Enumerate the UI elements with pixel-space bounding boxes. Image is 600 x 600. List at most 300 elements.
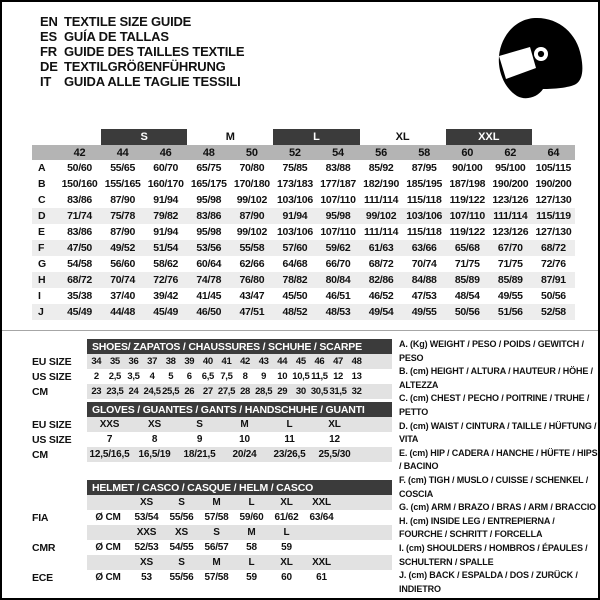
filler-cell (339, 510, 392, 525)
gloves-cell: 9 (196, 434, 203, 445)
shoes-cell: 34 (87, 354, 106, 369)
shoes-cell: 27,5 (217, 386, 235, 397)
measurement-cell: 82/86 (360, 272, 403, 288)
measurement-cell: 78/82 (273, 272, 316, 288)
shoes-cell: 41 (217, 354, 236, 369)
measurement-cell: 91/94 (153, 194, 179, 206)
gloves-cell: XXS (87, 417, 132, 432)
helmet-size-label: S (199, 525, 234, 540)
shoes-cell: 30 (292, 384, 311, 399)
shoes-cell: 24,5 (143, 386, 161, 397)
row-label: I (38, 290, 41, 302)
shoes-cell: 42 (236, 354, 255, 369)
helmet-cell: 63/64 (309, 512, 334, 523)
measurement-row-f (32, 240, 575, 256)
guide-title: GUIDE DES TAILLES TEXTILE (64, 44, 245, 59)
section-divider (2, 330, 600, 331)
guide-title: TEXTILE SIZE GUIDE (64, 14, 192, 29)
helmet-cell: 52/53 (134, 542, 159, 553)
helmet-size-label: M (199, 555, 234, 570)
legend-item: F. (cm) TIGH / MUSLO / CUISSE / SCHENKEL / COSCIA (399, 474, 589, 499)
shoes-cell: 39 (180, 354, 199, 369)
shoes-title-bar: SHOES/ ZAPATOS / CHAUSSURES / SCHUHE / SCARPE (87, 339, 392, 354)
legend-item: A. (Kg) WEIGHT / PESO / POIDS / GEWITCH / PESO (399, 339, 584, 363)
legend-item: C. (cm) CHEST / PECHO / POITRINE / TRUHE / PETTO (399, 393, 590, 417)
measurement-cell: 66/70 (325, 258, 351, 270)
language-code: EN (40, 14, 58, 29)
shoes-cell: 40 (199, 354, 218, 369)
measurement-cell: 67/70 (489, 240, 532, 256)
size-number: 46 (144, 145, 187, 160)
size-number: 58 (403, 145, 446, 160)
helmet-logo (489, 16, 585, 104)
filler-cell (357, 447, 392, 462)
measurement-cell: 45/49 (58, 304, 101, 320)
helmet-size-label: XXL (304, 495, 339, 510)
standard-label: CMR (32, 541, 56, 554)
shoes-cell: 26 (180, 384, 199, 399)
gloves-cell: S (177, 417, 222, 432)
helmet-cell: 53/54 (134, 512, 159, 523)
measurement-cell: 91/94 (153, 226, 179, 238)
gloves-cell: M (222, 417, 267, 432)
size-number: 50 (230, 145, 273, 160)
measurement-cell: 87/90 (110, 226, 135, 238)
measurement-cell: 90/100 (452, 162, 483, 174)
language-code: IT (40, 74, 52, 89)
helmet-cell: 59 (281, 542, 292, 553)
measurement-cell: 107/110 (320, 194, 356, 206)
measurement-cell: 87/90 (230, 208, 273, 224)
helmet-size-label: M (234, 525, 269, 540)
helmet-sizes-row-cmr (32, 525, 392, 540)
helmet-size-label: XS (129, 555, 164, 570)
shoes-size-table (32, 339, 392, 399)
shoes-row (32, 369, 392, 384)
guide-title: GUÍA DE TALLAS (64, 29, 169, 44)
language-row (40, 14, 244, 29)
size-group-xxl: XXL (446, 129, 532, 145)
empty-cell (32, 525, 87, 540)
measurement-cell: 190/200 (535, 178, 572, 190)
shoes-cell: 43 (254, 354, 273, 369)
shoes-cell: 44 (273, 354, 292, 369)
filler-cell (366, 354, 392, 369)
size-number: 64 (532, 145, 575, 160)
empty-cell (87, 525, 129, 540)
measurement-cell: 173/183 (277, 178, 313, 190)
gloves-cell: 18/21,5 (177, 447, 222, 462)
measurement-cell: 170/180 (233, 178, 270, 190)
measurement-cell: 177/187 (320, 178, 356, 190)
measurement-cell: 71/75 (454, 258, 480, 270)
helmet-size-label: XXS (129, 525, 164, 540)
measurement-cell: 103/106 (277, 194, 313, 206)
measurement-row-e (32, 224, 575, 240)
helmet-cell: 61 (316, 572, 327, 583)
helmet-values-row-cmr (32, 540, 392, 555)
measurement-cell: 85/92 (368, 162, 394, 174)
gloves-cell: 7 (106, 434, 113, 445)
size-number: 48 (187, 145, 230, 160)
measurement-row-d (32, 208, 575, 224)
gloves-row (32, 447, 392, 462)
measurement-cell: 54/58 (67, 258, 92, 270)
measurement-cell: 49/55 (497, 290, 523, 302)
measurement-cell: 83/86 (67, 226, 92, 238)
measurement-cell: 115/119 (532, 208, 575, 224)
helmet-size-label: L (234, 555, 269, 570)
filler-cell (366, 369, 392, 384)
shoes-cell: 8 (242, 371, 248, 382)
measurement-cell: 187/198 (449, 178, 486, 190)
gloves-cell: XS (132, 417, 177, 432)
helmet-title-bar: HELMET / CASCO / CASQUE / HELM / CASCO (87, 480, 392, 495)
helmet-cell: 60 (281, 572, 292, 583)
measurement-cell: 64/68 (282, 258, 308, 270)
measurement-cell: 182/190 (363, 178, 400, 190)
legend-item: E. (cm) HIP / CADERA / HANCHE / HÜFTE / HIPS / BACINO (399, 447, 598, 472)
legend-item: J. (cm) BACK / ESPALDA / DOS / ZURÜCK / INDIETRO (399, 570, 578, 594)
measurement-cell: 56/60 (110, 258, 135, 270)
measurement-cell: 75/85 (282, 162, 308, 174)
measurement-cell: 46/52 (368, 290, 394, 302)
measurement-cell: 119/122 (449, 194, 485, 206)
shoes-cell: 3,5 (127, 371, 140, 382)
helmet-cell (304, 540, 339, 555)
helmet-cell: 57/58 (204, 512, 229, 523)
measurement-cell: 165/175 (190, 178, 227, 190)
shoes-row (32, 354, 392, 369)
helmet-cell: 59/60 (239, 512, 264, 523)
measurement-cell: 95/98 (316, 208, 359, 224)
shoes-cell: 2,5 (108, 371, 121, 382)
helmet-size-label: XS (129, 495, 164, 510)
gloves-row (32, 417, 392, 432)
measurement-cell: 47/53 (411, 290, 437, 302)
helmet-size-table (32, 480, 392, 585)
size-group-l: L (273, 129, 359, 145)
measurement-cell: 50/56 (541, 290, 566, 302)
gloves-cell: 11 (284, 434, 295, 445)
gloves-cell: 25,5/30 (312, 447, 357, 462)
measurement-cell: 61/63 (360, 240, 403, 256)
shoes-cell: 10,5 (292, 371, 310, 382)
gloves-cell: 16,5/19 (132, 447, 177, 462)
measurement-cell: 62/66 (239, 258, 265, 270)
shoes-cell: 46 (310, 354, 329, 369)
measurement-cell: 43/47 (239, 290, 265, 302)
measurement-legend (399, 338, 600, 596)
measurement-cell: 85/89 (446, 272, 489, 288)
measurement-cell: 80/84 (316, 272, 359, 288)
row-label: US SIZE (32, 433, 72, 446)
language-row (40, 74, 244, 89)
gloves-cell: 12,5/16,5 (87, 447, 132, 462)
shoes-cell: 7,5 (220, 371, 233, 382)
empty-cell (32, 480, 87, 495)
helmet-size-label: S (164, 555, 199, 570)
language-code: DE (40, 59, 58, 74)
shoes-row (32, 384, 392, 399)
guide-title: GUIDA ALLE TAGLIE TESSILI (64, 74, 241, 89)
measurement-cell: 48/54 (454, 290, 480, 302)
measurement-cell: 71/74 (58, 208, 101, 224)
measurement-cell: 190/200 (492, 178, 529, 190)
shoes-cell: 12 (333, 371, 343, 382)
measurement-cell: 71/75 (497, 258, 523, 270)
measurement-cell: 70/74 (411, 258, 437, 270)
measurement-cell: 160/170 (147, 178, 184, 190)
measurement-cell: 45/50 (282, 290, 308, 302)
measurement-cell: 105/115 (535, 162, 572, 174)
size-number: 56 (360, 145, 403, 160)
measurement-cell: 49/55 (403, 304, 446, 320)
measurement-cell: 115/118 (406, 226, 442, 238)
shoes-cell: 5 (168, 371, 174, 382)
helmet-cell: 54/55 (169, 542, 194, 553)
measurement-cell: 70/80 (239, 162, 265, 174)
shoes-cell: 6,5 (201, 371, 214, 382)
helmet-cell: 59 (246, 572, 257, 583)
row-label: D (32, 208, 58, 224)
measurement-cell: 47/51 (230, 304, 273, 320)
helmet-size-label (304, 525, 339, 540)
gloves-row (32, 432, 392, 447)
measurement-cell: 72/76 (541, 258, 566, 270)
measurement-cell: 103/106 (403, 208, 446, 224)
helmet-cell: 55/56 (169, 572, 194, 583)
row-label: G (38, 258, 46, 270)
gloves-cell: L (267, 417, 312, 432)
shoes-cell: 36 (124, 354, 143, 369)
size-group-row (32, 129, 575, 145)
gloves-title-bar: GLOVES / GUANTES / GANTS / HANDSCHUHE / GUANTI (87, 402, 392, 417)
helmet-cell: 56/57 (204, 542, 229, 553)
shoes-cell: 11,5 (311, 371, 328, 382)
filler-cell (339, 555, 392, 570)
shoes-cell: 37 (143, 354, 162, 369)
measurement-cell: 68/72 (532, 240, 575, 256)
helmet-size-label: M (199, 495, 234, 510)
measurement-cell: 95/98 (196, 194, 222, 206)
gloves-cell: 10 (239, 434, 250, 445)
row-label: B (38, 178, 46, 190)
shoes-cell: 10 (277, 371, 288, 382)
measurement-cell: 49/52 (101, 240, 144, 256)
measurement-cell: 85/89 (489, 272, 532, 288)
shoes-cell: 2 (93, 371, 99, 382)
shoes-cell: 45 (292, 354, 311, 369)
measurement-cell: 95/98 (196, 226, 222, 238)
measurement-cell: 57/60 (273, 240, 316, 256)
gloves-cell: 23/26,5 (267, 447, 312, 462)
measurement-cell: 87/90 (110, 194, 135, 206)
measurement-row-i (32, 288, 575, 304)
row-label: F (32, 240, 58, 256)
measurement-cell: 59/62 (316, 240, 359, 256)
measurement-cell: 91/94 (273, 208, 316, 224)
row-label: CM (32, 447, 87, 462)
measurement-cell: 39/42 (153, 290, 179, 302)
shoes-cell: 13 (351, 371, 362, 382)
measurement-cell: 58/62 (153, 258, 179, 270)
measurement-cell: 107/110 (446, 208, 489, 224)
helmet-size-label: XL (269, 555, 304, 570)
measurement-row-b (32, 176, 575, 192)
empty-cell (532, 129, 575, 145)
filler-cell (357, 417, 392, 432)
row-label: E (38, 226, 45, 238)
measurement-cell: 50/56 (446, 304, 489, 320)
measurement-cell: 68/72 (58, 272, 101, 288)
measurement-cell: 119/122 (449, 226, 485, 238)
measurement-cell: 127/130 (535, 226, 572, 238)
measurement-cell: 83/86 (187, 208, 230, 224)
filler-cell (339, 570, 392, 585)
measurement-cell: 35/38 (67, 290, 92, 302)
measurement-cell: 51/56 (489, 304, 532, 320)
measurement-cell: 44/48 (101, 304, 144, 320)
measurement-cell: 55/58 (230, 240, 273, 256)
shoes-cell: 27 (199, 384, 218, 399)
shoes-cell: 4 (149, 371, 155, 382)
measurement-cell: 60/64 (196, 258, 222, 270)
row-label: H (32, 272, 58, 288)
measurement-cell: 99/102 (236, 226, 268, 238)
measurement-cell: 111/114 (364, 226, 399, 238)
standard-label: FIA (32, 511, 49, 524)
empty-cell (87, 495, 129, 510)
shoes-cell: 28,5 (255, 386, 273, 397)
filler-cell (339, 495, 392, 510)
gloves-size-table (32, 402, 392, 462)
helmet-sizes-row-ece (32, 555, 392, 570)
measurement-cell: 150/160 (61, 178, 98, 190)
row-label: A (38, 162, 46, 174)
size-number: 54 (316, 145, 359, 160)
measurement-cell: 185/195 (406, 178, 443, 190)
measurement-cell: 83/86 (67, 194, 92, 206)
empty-cell (32, 402, 87, 417)
measurement-cell: 51/54 (144, 240, 187, 256)
row-label: J (32, 304, 58, 320)
helmet-size-label: XXL (304, 555, 339, 570)
size-group-m: M (225, 131, 235, 143)
measurement-cell: 111/114 (364, 194, 399, 206)
empty-cell (32, 145, 58, 160)
legend-item: B. (cm) HEIGHT / ALTURA / HAUTEUR / HÖHE / ALTEZZA (399, 366, 593, 390)
measurement-row-g (32, 256, 575, 272)
measurement-cell: 49/54 (360, 304, 403, 320)
filler-cell (339, 525, 392, 540)
size-number: 52 (273, 145, 316, 160)
textile-size-table (32, 129, 575, 320)
measurement-cell: 95/100 (495, 162, 526, 174)
shoes-cell: 25,5 (162, 386, 180, 397)
measurement-cell: 63/66 (403, 240, 446, 256)
measurement-cell: 65/75 (196, 162, 222, 174)
row-label: CM (32, 384, 87, 399)
empty-cell (32, 339, 87, 354)
measurement-cell: 127/130 (535, 194, 572, 206)
shoes-cell: 6 (186, 371, 192, 382)
shoes-cell: 35 (106, 354, 125, 369)
helmet-cell: 58 (246, 542, 257, 553)
empty-cell (87, 555, 129, 570)
language-title-list (40, 14, 244, 89)
row-label: EU SIZE (32, 354, 87, 369)
size-number: 44 (101, 145, 144, 160)
measurement-cell: 52/58 (532, 304, 575, 320)
shoes-header-row (32, 339, 392, 354)
measurement-cell: 41/45 (196, 290, 222, 302)
filler-cell (366, 384, 392, 399)
helmet-values-row-ece (32, 570, 392, 585)
empty-cell (32, 129, 101, 145)
measurement-row-h (32, 272, 575, 288)
measurement-cell: 65/68 (446, 240, 489, 256)
measurement-cell: 155/165 (104, 178, 141, 190)
shoes-cell: 29 (273, 384, 292, 399)
shoes-cell: 38 (161, 354, 180, 369)
shoes-cell: 23 (87, 384, 106, 399)
standard-label: ECE (32, 571, 53, 584)
measurement-cell: 99/102 (360, 208, 403, 224)
row-label: EU SIZE (32, 417, 87, 432)
measurement-cell: 99/102 (236, 194, 268, 206)
measurement-cell: 87/95 (411, 162, 437, 174)
unit-label: Ø CM (95, 542, 121, 553)
size-number: 42 (58, 145, 101, 160)
shoes-cell: 30,5 (310, 386, 328, 397)
shoes-cell: 24 (124, 384, 143, 399)
measurement-cell: 46/51 (325, 290, 351, 302)
legend-item: D. (cm) WAIST / CINTURA / TAILLE / HÜFTUNG / VITA (399, 420, 597, 445)
row-label: C (38, 194, 46, 206)
size-number-row (32, 145, 575, 160)
measurement-cell: 74/78 (187, 272, 230, 288)
shoes-cell: 31,5 (329, 386, 347, 397)
helmet-cell: 57/58 (204, 572, 229, 583)
measurement-cell: 48/53 (316, 304, 359, 320)
size-group-xl: XL (395, 131, 410, 143)
measurement-cell: 75/78 (101, 208, 144, 224)
racing-helmet-icon (489, 16, 585, 102)
shoes-cell: 23,5 (106, 386, 124, 397)
size-number: 60 (446, 145, 489, 160)
legend-item: G. (cm) ARM / BRAZO / BRAS / ARM / BRACCIO (399, 502, 597, 513)
shoes-cell: 32 (347, 384, 366, 399)
gloves-header-row (32, 402, 392, 417)
gloves-cell: 20/24 (222, 447, 267, 462)
empty-cell (32, 495, 87, 510)
language-row (40, 44, 244, 59)
helmet-cell: 61/62 (274, 512, 299, 523)
measurement-cell: 46/50 (187, 304, 230, 320)
measurement-row-j (32, 304, 575, 320)
language-code: FR (40, 44, 57, 59)
size-number: 62 (489, 145, 532, 160)
language-row (40, 29, 244, 44)
gloves-cell: 12 (329, 434, 340, 445)
helmet-size-label: XL (269, 495, 304, 510)
gloves-cell: 8 (151, 434, 158, 445)
measurement-row-a (32, 160, 575, 176)
helmet-size-label: L (234, 495, 269, 510)
shoes-cell: 48 (347, 354, 366, 369)
empty-cell (32, 555, 87, 570)
